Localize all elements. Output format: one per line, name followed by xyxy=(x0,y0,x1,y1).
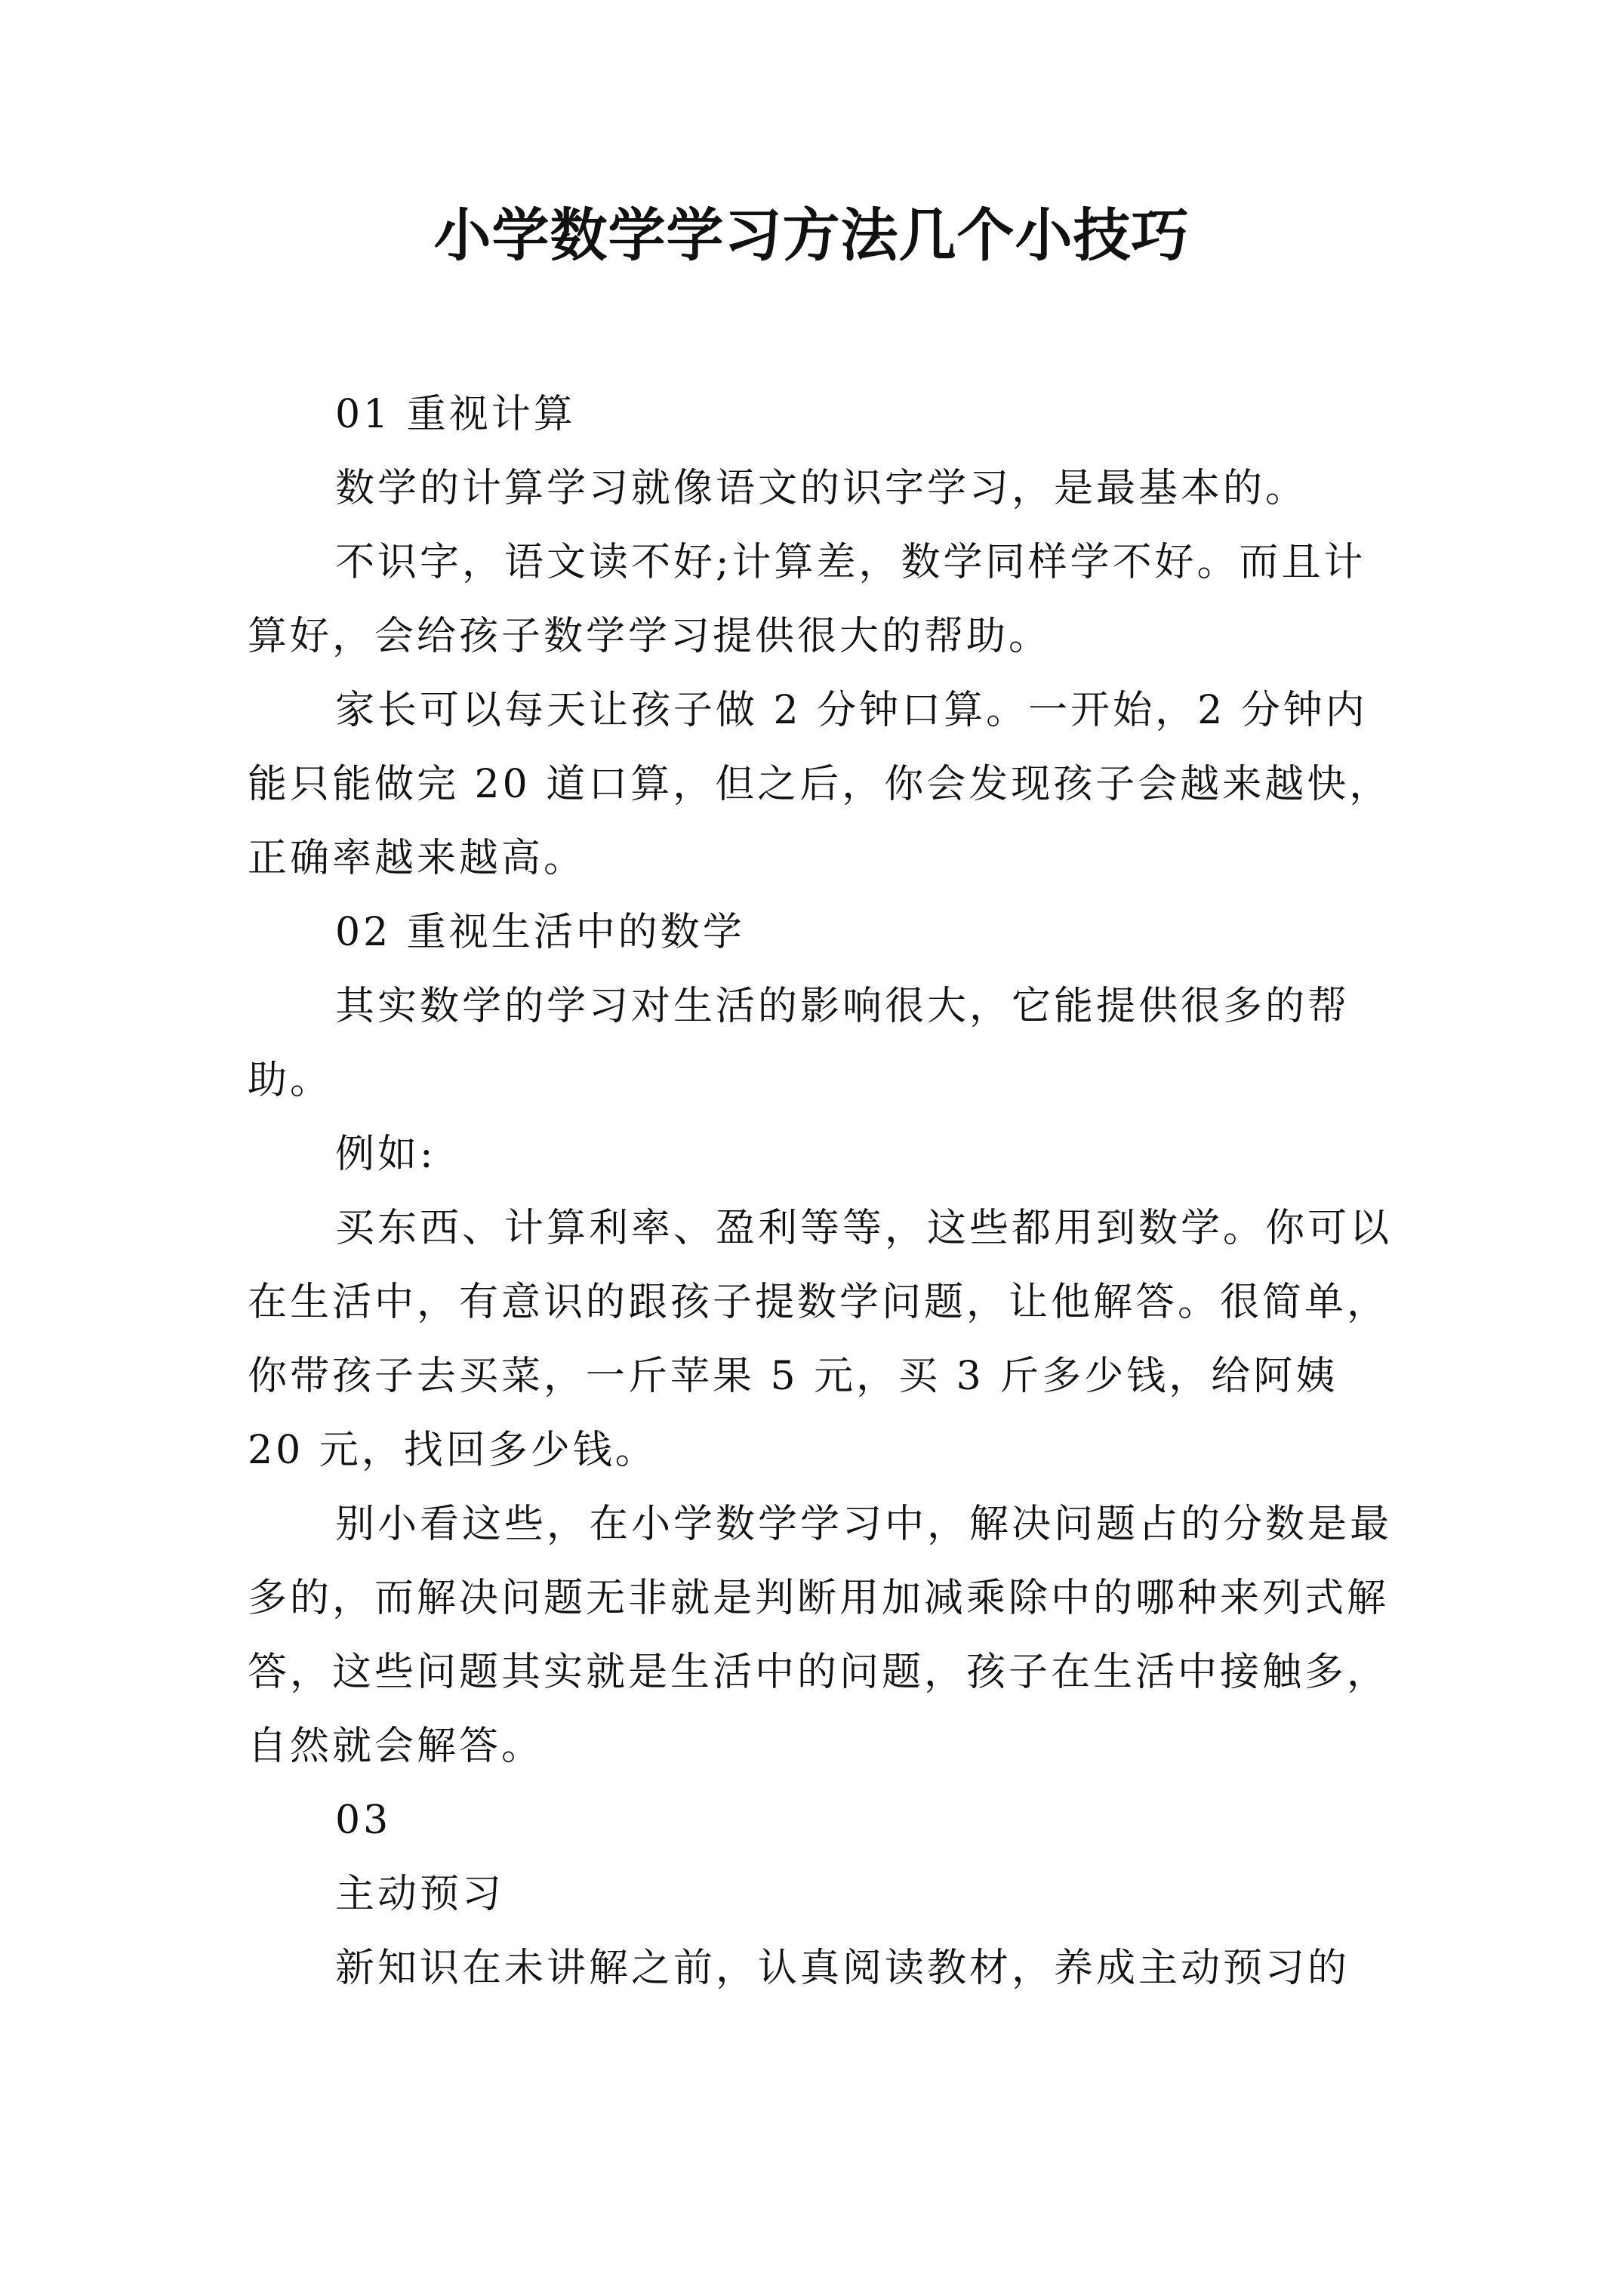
section-heading-01: 01 重视计算 xyxy=(335,392,576,437)
paragraph: 不识字，语文读不好;计算差，数学同样学不好。而且计算好，会给孩子数学学习提供很大的帮助。 xyxy=(248,540,1366,659)
document-body xyxy=(248,378,1403,2005)
section-number-03: 03 xyxy=(335,1798,392,1843)
paragraph: 家长可以每天让孩子做 2 分钟口算。一开始，2 分钟内能只能做完 20 道口算，但之后，你会发现孩子会越来越快，正确率越来越高。 xyxy=(248,688,1392,881)
paragraph: 新知识在未讲解之前，认真阅读教材，养成主动预习的 xyxy=(335,1946,1350,1991)
section-heading-03: 主动预习 xyxy=(335,1872,505,1917)
paragraph: 别小看这些，在小学数学学习中，解决问题占的分数是最多的，而解决问题无非就是判断用加减乘除中的哪种来列式解答，这些问题其实就是生活中的问题，孩子在生活中接触多，自然就会解答。 xyxy=(248,1502,1393,1769)
paragraph: 数学的计算学习就像语文的识字学习，是最基本的。 xyxy=(335,466,1308,511)
paragraph: 例如: xyxy=(335,1132,436,1177)
paragraph: 买东西、计算利率、盈利等等，这些都用到数学。你可以在生活中，有意识的跟孩子提数学问题，让他解答。很简单，你带孩子去买菜，一斤苹果 5 元，买 3 斤多少钱，给阿姨 20 元，找回多少钱。 xyxy=(248,1206,1393,1473)
document-title: 小学数学学习方法几个小技巧 xyxy=(433,202,1190,269)
section-heading-02: 02 重视生活中的数学 xyxy=(335,910,745,955)
paragraph: 其实数学的学习对生活的影响很大，它能提供很多的帮助。 xyxy=(248,984,1350,1103)
